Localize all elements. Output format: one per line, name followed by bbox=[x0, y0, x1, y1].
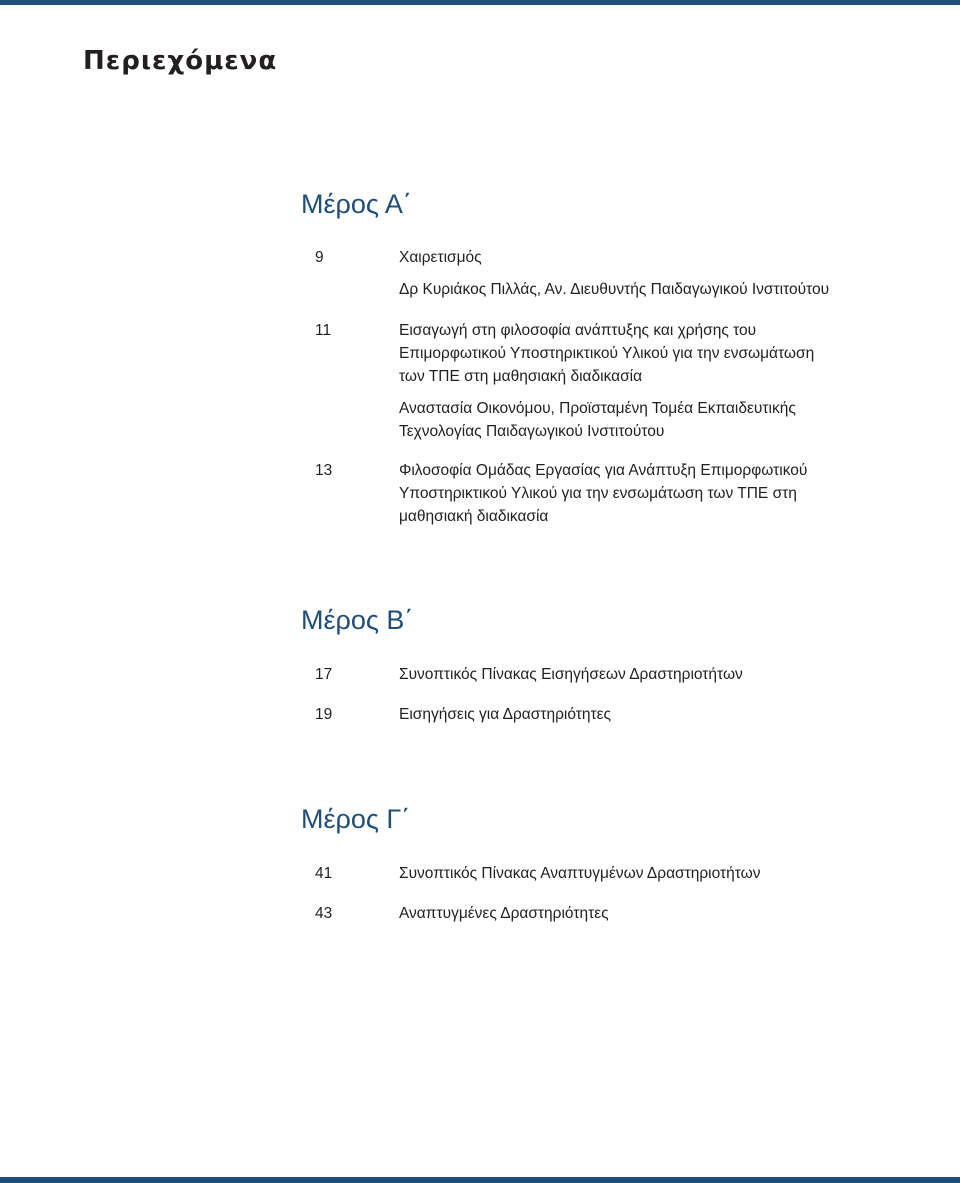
entry-title: Εισαγωγή στη φιλοσοφία ανάπτυξης και χρήσης του Επιμορφωτικού Υποστηρικτικού Υλικού για την ενσωμάτωση των ΤΠΕ στη μαθησιακή διαδικασία bbox=[399, 322, 815, 385]
entry-title: Εισηγήσεις για Δραστηριότητες bbox=[399, 706, 611, 723]
section-title-c: Μέρος Γ΄ bbox=[301, 804, 411, 834]
entry-page-number: 11 bbox=[315, 322, 332, 339]
section-title-b: Μέρος Β΄ bbox=[301, 605, 414, 635]
entry-title: Φιλοσοφία Ομάδας Εργασίας για Ανάπτυξη Επιμορφωτικού Υποστηρικτικού Υλικού για την ενσωμάτωση των ΤΠΕ στη μαθησιακή διαδικασία bbox=[399, 462, 808, 525]
entry-page-number: 19 bbox=[315, 706, 333, 723]
entry-page-number: 13 bbox=[315, 462, 333, 479]
entry-title: Συνοπτικός Πίνακας Αναπτυγμένων Δραστηριοτήτων bbox=[399, 865, 761, 882]
entry-title: Αναπτυγμένες Δραστηριότητες bbox=[399, 905, 609, 922]
entry-page-number: 9 bbox=[315, 249, 324, 266]
entry-author: Δρ Κυριάκος Πιλλάς, Αν. Διευθυντής Παιδαγωγικού Ινστιτούτου bbox=[399, 281, 830, 298]
page-title: Περιεχόμενα bbox=[83, 46, 278, 76]
section-title-a: Μέρος Α΄ bbox=[301, 189, 412, 219]
entry-page-number: 41 bbox=[315, 865, 333, 882]
top-rule bbox=[0, 0, 960, 5]
entry-page-number: 17 bbox=[315, 666, 333, 683]
entry-page-number: 43 bbox=[315, 905, 333, 922]
bottom-rule bbox=[0, 1177, 960, 1183]
entry-title: Χαιρετισμός bbox=[399, 249, 482, 266]
entry-title: Συνοπτικός Πίνακας Εισηγήσεων Δραστηριοτήτων bbox=[399, 666, 743, 683]
entry-author: Αναστασία Οικονόμου, Προϊσταμένη Τομέα Εκπαιδευτικής Τεχνολογίας Παιδαγωγικού Ινστιτούτου bbox=[399, 400, 796, 440]
